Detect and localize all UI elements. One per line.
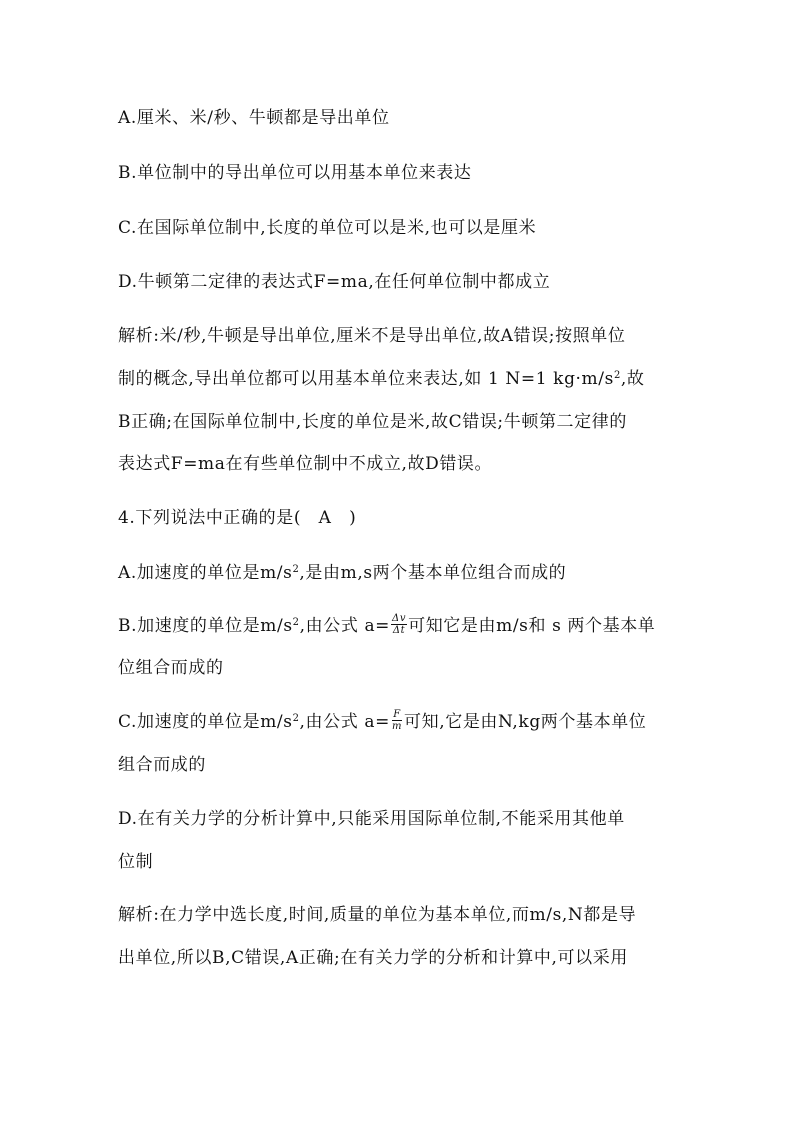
q4-option-b-text: B.加速度的单位是m/s — [118, 616, 293, 636]
q4-explanation-line-2: 出单位,所以B,C错误,A正确;在有关力学的分析和计算中,可以采用 — [118, 948, 628, 968]
fraction-f-m — [391, 709, 403, 732]
q4-option-d-line-1: D.在有关力学的分析计算中,只能采用国际单位制,不能采用其他单 — [118, 809, 625, 829]
superscript: 2 — [292, 713, 300, 724]
q3-option-d: D.牛顿第二定律的表达式F=ma,在任何单位制中都成立 — [118, 272, 551, 292]
q3-option-c: C.在国际单位制中,长度的单位可以是米,也可以是厘米 — [118, 218, 537, 238]
q4-option-a — [118, 561, 566, 585]
q4-option-c-text: C.加速度的单位是m/s — [118, 712, 293, 732]
q4-option-b-line-1 — [118, 614, 655, 638]
q4-option-a-end: ,是由m,s两个基本单位组合而成的 — [299, 563, 567, 583]
fraction-denominator: m — [391, 721, 403, 732]
q3-explanation-line-2-end: ,故 — [620, 369, 645, 389]
fraction-numerator: F — [393, 709, 401, 720]
q3-explanation-line-2-text: 制的概念,导出单位都可以用基本单位来表达,如 1 N=1 kg·m/s — [118, 369, 614, 389]
q3-explanation-line-4: 表达式F=ma在有些单位制中不成立,故D错误。 — [118, 454, 493, 474]
fraction-numerator: Δv — [392, 613, 407, 624]
q4-stem: 4.下列说法中正确的是( A ) — [118, 508, 357, 528]
superscript: 2 — [292, 617, 300, 628]
q4-option-b-formula-prefix: ,由公式 a= — [299, 616, 391, 636]
q3-option-b: B.单位制中的导出单位可以用基本单位来表达 — [118, 163, 472, 183]
q3-explanation-line-2 — [118, 367, 645, 391]
q3-explanation-line-1: 解析:米/秒,牛顿是导出单位,厘米不是导出单位,故A错误;按照单位 — [118, 326, 626, 346]
q4-option-d-line-2: 位制 — [118, 852, 154, 872]
fraction-dv-dt — [391, 613, 407, 636]
q4-option-c-line-2: 组合而成的 — [118, 755, 206, 775]
q4-option-b-line-2: 位组合而成的 — [118, 658, 224, 678]
q4-explanation-line-1: 解析:在力学中选长度,时间,质量的单位为基本单位,而m/s,N都是导 — [118, 905, 637, 925]
superscript: 2 — [292, 564, 300, 575]
q4-option-c-end: 可知,它是由N,kg两个基本单位 — [404, 712, 647, 732]
q4-option-c-formula-prefix: ,由公式 a= — [299, 712, 390, 732]
q3-explanation-line-3: B正确;在国际单位制中,长度的单位是米,故C错误;牛顿第二定律的 — [118, 412, 627, 432]
fraction-denominator: Δt — [392, 625, 406, 636]
q4-option-b-end: 可知它是由m/s和 s 两个基本单 — [408, 616, 656, 636]
superscript: 2 — [613, 370, 621, 381]
q3-option-a: A.厘米、米/秒、牛顿都是导出单位 — [118, 108, 390, 128]
q4-option-c-line-1 — [118, 710, 646, 734]
q4-option-a-text: A.加速度的单位是m/s — [118, 563, 293, 583]
